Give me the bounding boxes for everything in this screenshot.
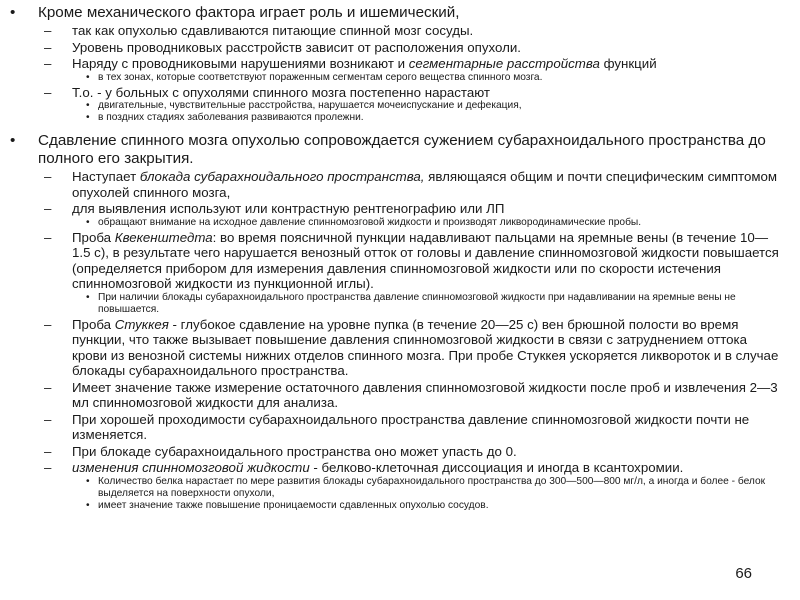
list-item-level-3 bbox=[8, 476, 782, 500]
text-segment: Наряду с проводниковыми нарушениями возникают и bbox=[72, 56, 409, 71]
list-item-level-3 bbox=[8, 100, 782, 112]
list-item-level-2 bbox=[8, 56, 782, 72]
emphasized-text: изменения спинномозговой жидкости bbox=[72, 460, 310, 475]
list-item-level-2 bbox=[8, 85, 782, 101]
list-item-text: Количество белка нарастает по мере развития блокады субарахноидального пространства до 300—500—800 мг/л, а иногда и более - белок выделяется на поверхности опухоли, bbox=[98, 475, 766, 499]
dash-marker: – bbox=[44, 411, 52, 427]
dash-marker: – bbox=[44, 56, 52, 71]
list-item-text: в тех зонах, которые соответствуют пораженным сегментам серого вещества спинного мозга. bbox=[98, 71, 543, 83]
bullet-marker: • bbox=[86, 291, 90, 303]
list-item-level-2 bbox=[8, 317, 782, 379]
bullet-marker: • bbox=[86, 499, 90, 511]
dash-marker: – bbox=[44, 229, 52, 245]
list-item-text bbox=[72, 169, 777, 200]
list-item-text: для выявления используют или контрастную рентгенографию или ЛП bbox=[72, 201, 505, 216]
emphasized-text: Квекенштедта bbox=[114, 229, 213, 245]
list-item-text: так как опухолью сдавливаются питающие спинной мозг сосуды. bbox=[72, 23, 474, 38]
list-item-text: Уровень проводниковых расстройств зависит от расположения опухоли. bbox=[72, 39, 521, 55]
list-item-level-3 bbox=[8, 500, 782, 512]
list-item-level-2 bbox=[8, 40, 782, 56]
bullet-marker: • bbox=[86, 112, 90, 123]
list-item-text bbox=[72, 230, 779, 292]
list-item-text: Имеет значение также измерение остаточного давления спинномозговой жидкости после проб и извлечения 2—3 мл спинномозговой жидкости для анализа. bbox=[72, 379, 778, 410]
list-item-text: в поздних стадиях заболевания развиваются пролежни. bbox=[98, 112, 364, 123]
emphasized-text: сегментарные расстройства bbox=[408, 56, 600, 71]
list-item-text: имеет значение также повышение проницаемости сдавленных опухолью сосудов. bbox=[98, 499, 489, 511]
list-item-text: Т.о. - у больных с опухолями спинного мозга постепенно нарастают bbox=[72, 84, 491, 100]
list-item-level-2 bbox=[8, 23, 782, 39]
dash-marker: – bbox=[44, 379, 52, 395]
list-item-text bbox=[72, 56, 657, 71]
list-item-level-2 bbox=[8, 201, 782, 217]
list-item-text: При наличии блокады субарахноидального пространства давление спинномозговой жидкости при надавливании на яремные вены не повышается. bbox=[98, 291, 736, 315]
dash-marker: – bbox=[44, 39, 52, 55]
list-item-level-1 bbox=[8, 132, 782, 168]
bullet-marker: • bbox=[86, 475, 90, 487]
emphasized-text: блокада субарахноидального пространства, bbox=[139, 169, 425, 184]
page-number: 66 bbox=[735, 565, 752, 582]
list-item-level-2 bbox=[8, 169, 782, 200]
list-item-level-2 bbox=[8, 380, 782, 411]
dash-marker: – bbox=[44, 316, 52, 332]
dash-marker: – bbox=[44, 23, 52, 38]
list-item-level-2 bbox=[8, 460, 782, 476]
text-segment: функций bbox=[599, 56, 657, 71]
text-segment: Проба bbox=[72, 316, 115, 332]
text-segment: Проба bbox=[72, 229, 115, 245]
list-item-text: двигательные, чувствительные расстройства, нарушается мочеиспускание и дефекация, bbox=[98, 100, 522, 111]
bullet-marker: • bbox=[86, 100, 90, 111]
bullet-marker: • bbox=[86, 71, 90, 83]
text-segment: : во время поясничной пункции надавливают пальцами на яремные вены (в течение 10—1.5 с), в результате чего нарушается венозный отток от головы и давление спинномозговой жидкости повышается (определяется прибором для измерения давления спинномозговой жидкости или по скорости истечения спинномозговой жидкости из пункционной иглы). bbox=[72, 229, 779, 291]
list-item-text: При блокаде субарахноидального пространства оно может упасть до 0. bbox=[72, 443, 517, 459]
emphasized-text: Стуккея bbox=[114, 316, 169, 332]
bullet-marker: • bbox=[10, 132, 16, 149]
bullet-marker: • bbox=[10, 4, 16, 21]
list-item-level-2 bbox=[8, 412, 782, 443]
list-item-level-3 bbox=[8, 112, 782, 124]
list-item-text: обращают внимание на исходное давление спинномозговой жидкости и производят ликвородинамические пробы. bbox=[98, 216, 642, 228]
list-item-text: При хорошей проходимости субарахноидального пространства давление спинномозговой жидкости почти не изменяется. bbox=[72, 411, 750, 442]
list-item-text bbox=[72, 317, 778, 379]
dash-marker: – bbox=[44, 443, 52, 459]
bullet-list bbox=[8, 4, 782, 512]
dash-marker: – bbox=[44, 84, 52, 100]
text-segment: - белково-клеточная диссоциация и иногда в ксантохромии. bbox=[309, 460, 684, 475]
list-item-level-2 bbox=[8, 444, 782, 460]
list-item-level-3 bbox=[8, 292, 782, 316]
dash-marker: – bbox=[44, 460, 52, 475]
list-item-text bbox=[72, 460, 683, 475]
dash-marker: – bbox=[44, 169, 52, 184]
list-item-level-3 bbox=[8, 72, 782, 84]
list-item-level-2 bbox=[8, 230, 782, 292]
list-item-level-3 bbox=[8, 217, 782, 229]
list-item-level-1 bbox=[8, 4, 782, 22]
list-item-text: Сдавление спинного мозга опухолью сопровождается сужением субарахноидального пространства до полного его закрытия. bbox=[38, 132, 766, 167]
dash-marker: – bbox=[44, 201, 52, 216]
list-item-text: Кроме механического фактора играет роль и ишемический, bbox=[38, 4, 460, 21]
text-segment: - глубокое сдавление на уровне пупка (в течение 20—25 с) вен брюшной полости во время пункции, что также вызывает повышение давления спинномозговой жидкости в связи с затруднением оттока крови из венозной системы нижних отделов спинного мозга. При пробе Стуккея ускоряется ликвороток и в случае блокады субарахноидального пространства. bbox=[72, 316, 779, 378]
bullet-marker: • bbox=[86, 216, 90, 228]
text-segment: Наступает bbox=[72, 169, 140, 184]
text-segment: являющаяся общим и почти специфическим симптомом опухолей спинного мозга, bbox=[72, 169, 778, 200]
